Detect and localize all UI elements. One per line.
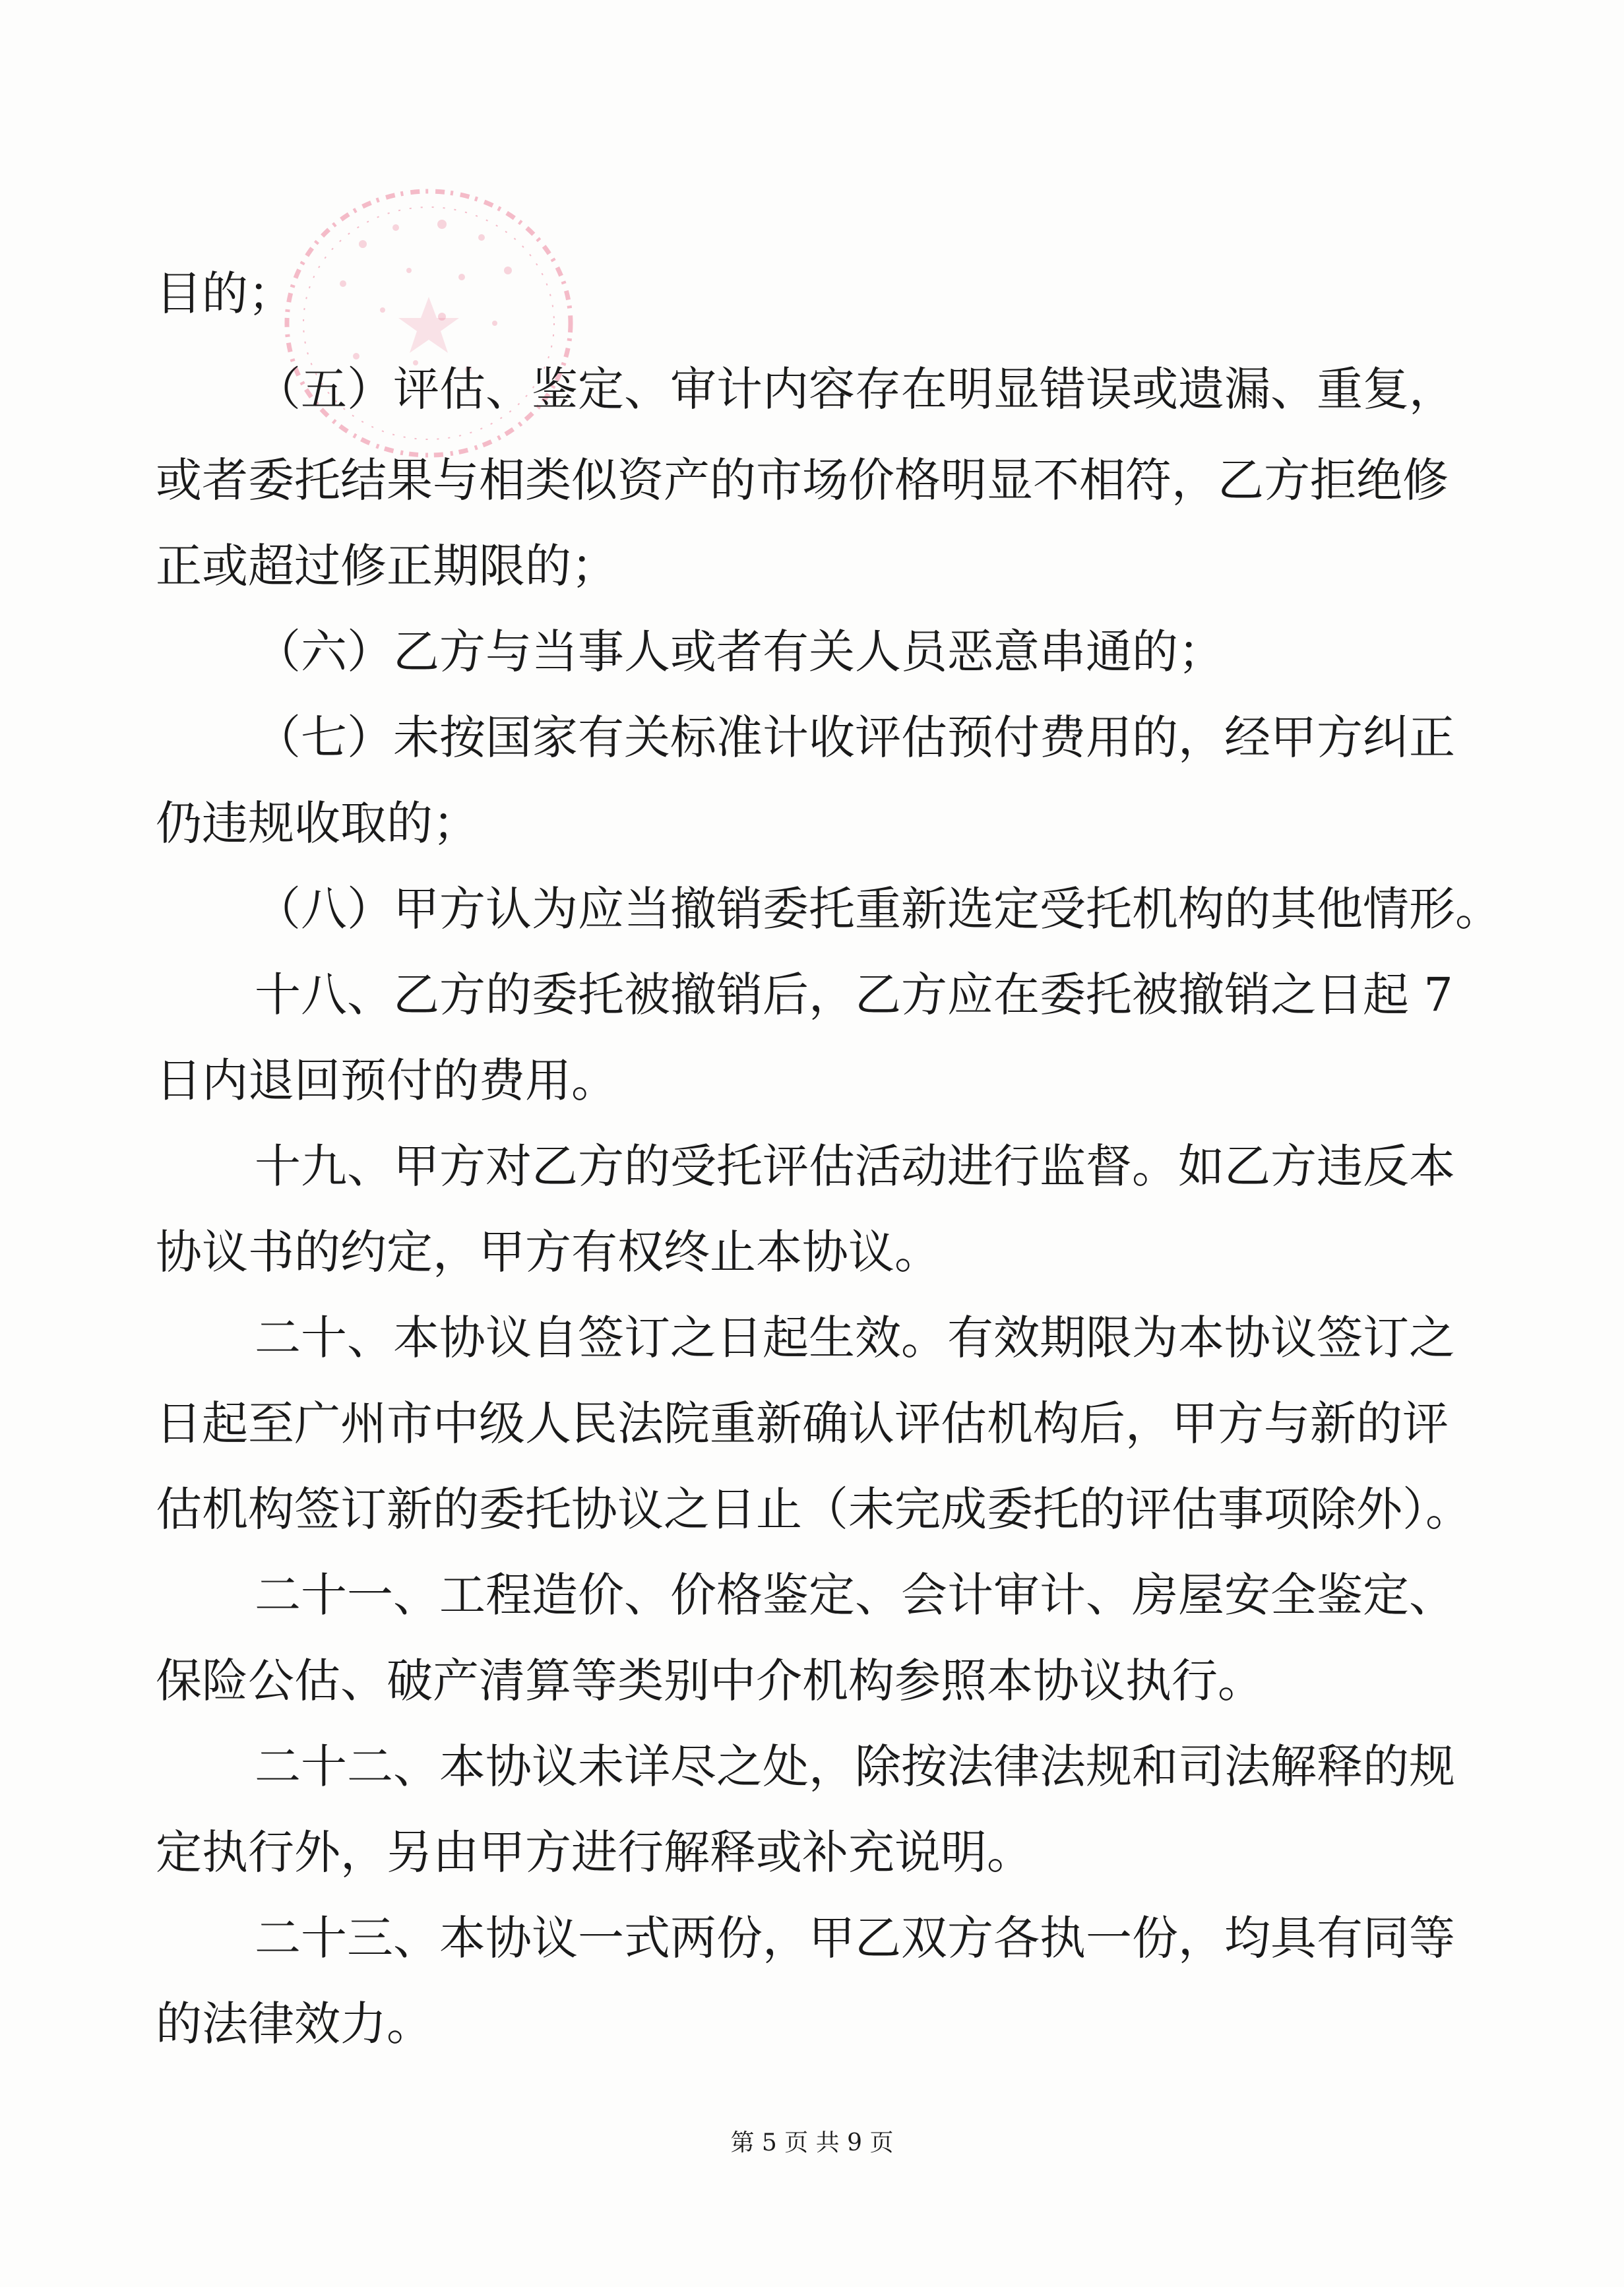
- text-line: （五）评估、鉴定、审计内容存在明显错误或遗漏、重复，: [255, 362, 1455, 416]
- text-line: 二十、本协议自签订之日起生效。有效期限为本协议签订之: [255, 1311, 1455, 1365]
- page-number: 第 5 页 共 9 页: [730, 2129, 894, 2156]
- text-line: 仍违规收取的；: [156, 796, 479, 850]
- text-line: 日起至广州市中级人民法院重新确认评估机构后，甲方与新的评: [156, 1396, 1449, 1451]
- text-line: 估机构签订新的委托协议之日止（未完成委托的评估事项除外）。: [156, 1482, 1472, 1536]
- text-line: 或者委托结果与相类似资产的市场价格明显不相符，乙方拒绝修: [156, 453, 1449, 507]
- text-line: 二十三、本协议一式两份，甲乙双方各执一份，均具有同等: [255, 1911, 1455, 1965]
- text-line: 日内退回预付的费用。: [156, 1053, 617, 1108]
- text-line: 二十一、工程造价、价格鉴定、会计审计、房屋安全鉴定、: [255, 1568, 1455, 1622]
- text-line: 正或超过修正期限的；: [156, 539, 617, 593]
- text-line: （七）未按国家有关标准计收评估预付费用的，经甲方纠正: [255, 710, 1455, 765]
- text-line: （八）甲方认为应当撤销委托重新选定受托机构的其他情形。: [255, 882, 1501, 936]
- text-line: 的法律效力。: [156, 1997, 433, 2051]
- text-line: 协议书的约定，甲方有权终止本协议。: [156, 1225, 941, 1279]
- text-line: （六）乙方与当事人或者有关人员恶意串通的；: [255, 625, 1224, 679]
- text-line: 目的；: [156, 266, 294, 321]
- text-line: 定执行外，另由甲方进行解释或补充说明。: [156, 1825, 1033, 1879]
- text-line: 十九、甲方对乙方的受托评估活动进行监督。如乙方违反本: [255, 1139, 1455, 1193]
- red-seal-stamp: [244, 165, 613, 468]
- text-line: 二十二、本协议未详尽之处，除按法律法规和司法解释的规: [255, 1739, 1455, 1794]
- text-line: 保险公估、破产清算等类别中介机构参照本协议执行。: [156, 1654, 1264, 1708]
- text-line: 十八、乙方的委托被撤销后，乙方应在委托被撤销之日起 7: [255, 968, 1453, 1022]
